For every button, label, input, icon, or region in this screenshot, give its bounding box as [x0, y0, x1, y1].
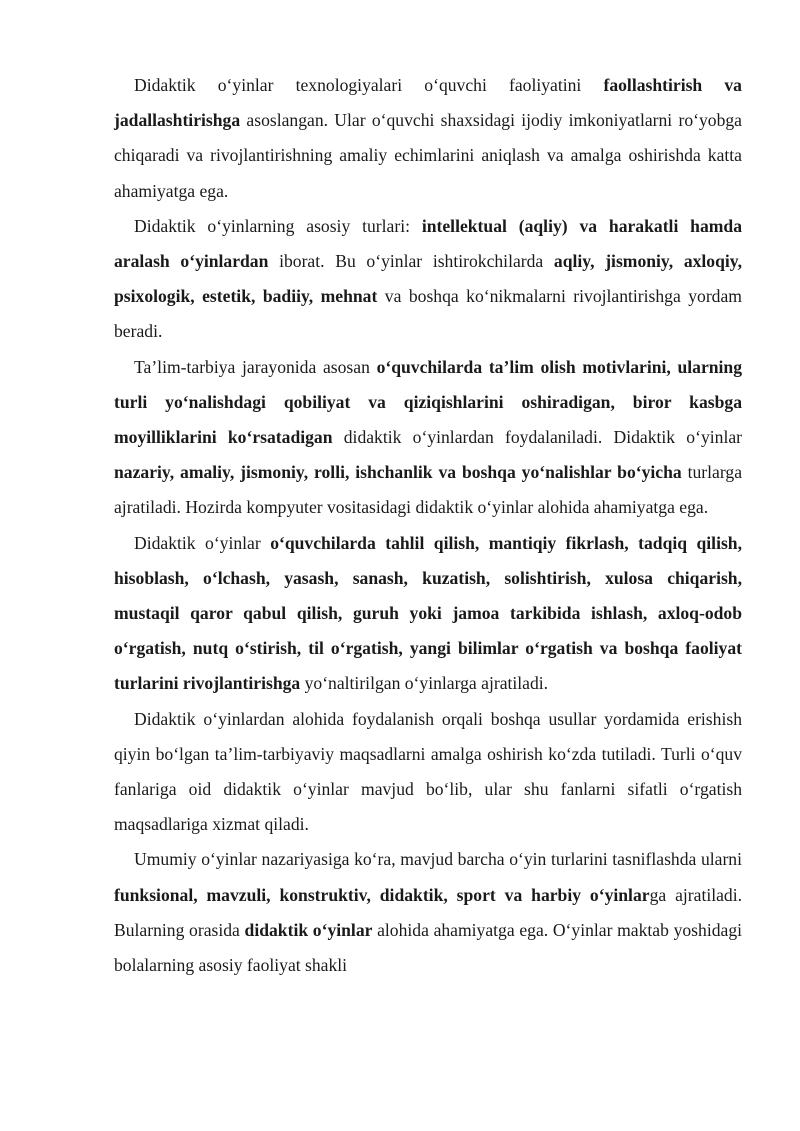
- text-segment: asoslangan. Ular o‘quvchi shaxsidagi ijodiy imkoniyatlarni ro‘yobga chiqaradi va rivojlantirishning amaliy echimlarini aniqlash va amalga oshirishda katta ahamiyatga ega.: [114, 110, 742, 201]
- paragraph-1: [114, 68, 742, 209]
- paragraph-4: [114, 526, 742, 702]
- text-segment: Didaktik o‘yinlar: [134, 532, 271, 553]
- bold-segment: aqliy, jismoniy, axloqiy, psixologik, estetik, badiiy, mehnat: [114, 251, 742, 307]
- bold-segment: didaktik o‘yinlar: [244, 919, 373, 940]
- text-segment: Didaktik o‘yinlarning asosiy turlari:: [134, 215, 422, 236]
- text-segment: va boshqa ko‘nikmalarni rivojlantirishga yordam beradi.: [114, 286, 742, 342]
- text-segment: alohida ahamiyatga ega. O‘yinlar maktab yoshidagi bolalarning asosiy faoliyat shakli: [114, 919, 742, 976]
- document-page: [114, 68, 742, 983]
- paragraph-6: [114, 842, 742, 983]
- text-segment: Ta’lim-tarbiya jarayonida asosan: [134, 356, 377, 377]
- bold-segment: faollashtirish va jadallashtirishga: [114, 75, 742, 131]
- paragraph-2: [114, 209, 742, 350]
- bold-segment: nazariy, amaliy, jismoniy, rolli, ishchanlik va boshqa yo‘nalishlar bo‘yicha: [114, 462, 682, 483]
- text-segment: didaktik o‘yinlardan foydalaniladi. Didaktik o‘yinlar: [332, 427, 743, 448]
- text-segment: ga ajratiladi. Bularning orasida: [114, 884, 742, 940]
- text-segment: Umumiy o‘yinlar nazariyasiga ko‘ra, mavjud barcha o‘yin turlarini tasniflashda ularni: [134, 849, 742, 870]
- text-segment: Didaktik o‘yinlar texnologiyalari o‘quvchi faoliyatini: [134, 75, 604, 95]
- text-segment: Didaktik o‘yinlardan alohida foydalanish orqali boshqa usullar yordamida erishish qiyin bo‘lgan ta’lim-tarbiyaviy maqsadlarni amalga oshirish ko‘zda tutiladi. Turli o‘quv fanlariga oid didaktik o‘yinlar mavjud bo‘lib, ular shu fanlarni sifatli o‘rgatish maqsadlariga xizmat qiladi.: [114, 708, 742, 835]
- paragraph-5: [114, 702, 742, 843]
- bold-segment: funksional, mavzuli, konstruktiv, didaktik, sport va harbiy o‘yinlar: [114, 884, 650, 905]
- bold-segment: o‘quvchilarda tahlil qilish, mantiqiy fikrlash, tadqiq qilish, hisoblash, o‘lchash, yasash, sanash, kuzatish, solishtirish, xulosa chiqarish, mustaqil qaror qabul qilish, guruh yoki jamoa tarkibida ishlash, axloq-odob o‘rgatish, nutq o‘stirish, til o‘rgatish, yangi bilimlar o‘rgatish va boshqa faoliyat turlarini rivojlantirishga: [114, 532, 742, 694]
- bold-segment: intellektual (aqliy) va harakatli hamda aralash o‘yinlardan: [114, 215, 743, 272]
- text-segment: turlarga ajratiladi. Hozirda kompyuter vositasidagi didaktik o‘yinlar alohida ahamiyatga ega.: [114, 462, 742, 518]
- text-segment: yo‘naltirilgan o‘yinlarga ajratiladi.: [300, 673, 549, 694]
- paragraph-3: [114, 350, 742, 526]
- bold-segment: o‘quvchilarda ta’lim olish motivlarini, ularning turli yo‘nalishdagi qobiliyat va qiziqishlarini oshiradigan, biror kasbga moyilliklarini ko‘rsatadigan: [114, 356, 743, 448]
- text-segment: iborat. Bu o‘yinlar ishtirokchilarda: [268, 251, 554, 272]
